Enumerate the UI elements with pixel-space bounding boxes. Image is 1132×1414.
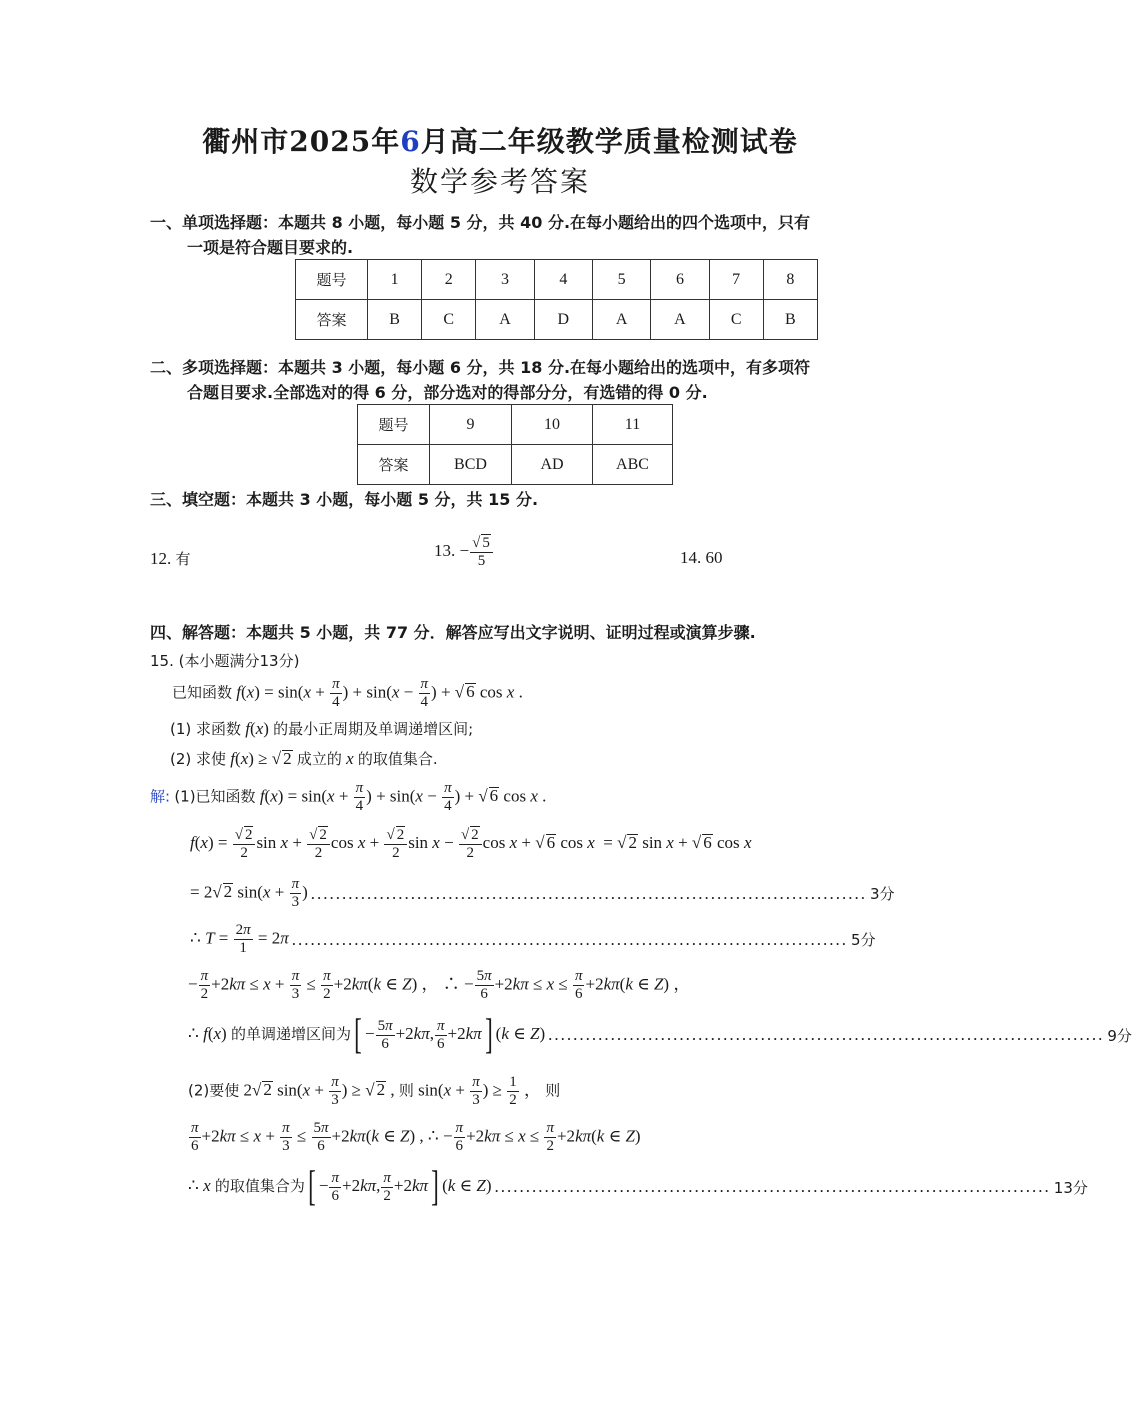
title-suffix: 月高二年级教学质量检测试卷 [420, 125, 798, 158]
section2-question-row [358, 405, 673, 445]
s1-q6: 6 [651, 260, 709, 300]
s1-q5: 5 [592, 260, 650, 300]
solution-step-3: = 2√ 2 sin(x + $\frac{\pi}{3}$ ) ......................................................................................... 3分 [190, 876, 895, 910]
q15-heading: 15. (本小题满分13分) [150, 652, 300, 670]
solution-expansion: f(x) = $\frac{√ 2}{2}$ sin x + $\frac{√ 2}{2}$ cos x + $\frac{√ 2}{2}$ sin x − $\frac{√ 2}{2}$ cos x + √ 6 cos x = √ 2 sin x + √ 6 cos x [190, 827, 752, 861]
given-prefix: 已知函数 [172, 683, 233, 702]
solution-step-9: ∴ f(x) 的单调递增区间为[ − $\frac{5\pi}{6}$ +2kπ, $\frac{\pi}{6}$ +2kπ] (k ∈ Z) ......................................................................................... 9分 [188, 1012, 1132, 1058]
section3-heading: 三、填空题：本题共 3 小题，每小题 5 分，共 15 分. [150, 490, 539, 509]
page-subtitle: 数学参考答案 [409, 165, 590, 198]
section2-answer-row [358, 445, 673, 485]
q14-answer: 60 [705, 548, 723, 567]
solution-part2-inequality: $\frac{\pi}{6}$ +2kπ ≤ x + $\frac{\pi}{3}$ ≤ $\frac{5\pi}{6}$ +2kπ(k ∈ Z) , ∴ − $\frac{\pi}{6}$ +2kπ ≤ x ≤ $\frac{\pi}{2}$ +2kπ(k ∈ Z) [191, 1120, 641, 1154]
q12-number: 12. [150, 549, 172, 568]
solution-step-5: ∴ T = $\frac{2\pi}{1}$ = 2π ......................................................................................... 5分 [190, 922, 876, 956]
solution1-prefix: (1)已知函数 [174, 787, 256, 806]
s1-a3: A [476, 300, 534, 340]
title-prefix: 衢州市2025年 [202, 125, 401, 158]
part2-prefix: (2) 求使 [170, 750, 227, 768]
title-month: 6 [400, 125, 421, 158]
section2-q-label: 题号 [358, 405, 430, 445]
section2-heading-line2: 合题目要求.全部选对的得 6 分，部分选对的得部分分，有选错的得 0 分. [187, 383, 708, 402]
s1-q8: 8 [763, 260, 817, 300]
q13-denominator: 5 [477, 553, 486, 569]
section1-answer-table [295, 259, 818, 340]
s2-q9: 9 [430, 405, 512, 445]
score-5: 5分 [851, 931, 876, 949]
section1-q-label: 题号 [296, 260, 368, 300]
s1-q4: 4 [534, 260, 592, 300]
s2-q10: 10 [512, 405, 593, 445]
s2-a10: AD [512, 445, 593, 485]
s1-a6: A [651, 300, 709, 340]
solution-monotonic-inequality: − $\frac{\pi}{2}$ +2kπ ≤ x + $\frac{\pi}{3}$ ≤ $\frac{\pi}{2}$ +2kπ(k ∈ Z) ， ∴ − $\frac{5\pi}{6}$ +2kπ ≤ x ≤ $\frac{\pi}{6}$ +2kπ(k ∈ Z) ， [188, 968, 691, 1002]
s1-a1: B [368, 300, 422, 340]
part1-prefix: (1) 求函数 [170, 720, 242, 738]
s2-a11: ABC [593, 445, 673, 485]
score-3: 3分 [870, 885, 895, 903]
part2-tail: 成立的 [296, 750, 342, 768]
answer-12 [150, 548, 191, 569]
s1-a7: C [709, 300, 763, 340]
s1-q3: 3 [476, 260, 534, 300]
set-label: 的取值集合为 [214, 1176, 305, 1195]
s1-a2: C [422, 300, 476, 340]
then-label: 则 [545, 1081, 561, 1100]
solution-label: 解: [150, 787, 171, 806]
s1-q7: 7 [709, 260, 763, 300]
score-13: 13分 [1053, 1178, 1088, 1197]
q15-given: 已知函数 f(x) = sin(x + $\frac{\pi}{4}$ ) + sin(x − $\frac{\pi}{4}$ ) + √ 6 cos x . [172, 676, 523, 710]
s1-a4: D [534, 300, 592, 340]
section1-heading-line2: 一项是符合题目要求的. [187, 238, 354, 257]
section1-a-label: 答案 [296, 300, 368, 340]
s2-a9: BCD [430, 445, 512, 485]
section2-heading-line1: 二、多项选择题：本题共 3 小题，每小题 6 分，共 18 分.在每小题给出的选项中，有多项符 [150, 358, 811, 377]
part1-tail: 的最小正周期及单调递增区间; [273, 720, 474, 738]
solution-part2-condition: (2)要使 2√ 2 sin(x + $\frac{\pi}{3}$ ) ≥ √ 2 , 则 sin(x + $\frac{\pi}{3}$ ) ≥ $\frac{1}{2}$ ， 则 [188, 1074, 561, 1108]
solution-step-13: ∴ x 的取值集合为[ − $\frac{\pi}{6}$ +2kπ, $\frac{\pi}{2}$ +2kπ] (k ∈ Z) ......................................................................................... 13分 [188, 1164, 1088, 1210]
score-9: 9分 [1107, 1026, 1132, 1045]
page-title [0, 120, 1000, 160]
section4-heading: 四、解答题：本题共 5 小题，共 77 分．解答应写出文字说明、证明过程或演算步骤. [150, 623, 756, 642]
s1-q2: 2 [422, 260, 476, 300]
s2-q11: 11 [593, 405, 673, 445]
s1-a5: A [592, 300, 650, 340]
answer-14 [680, 548, 723, 568]
q15-part2: (2) 求使 f(x) ≥ √ 2 成立的 x 的取值集合. [170, 749, 438, 768]
section1-heading-line1: 一、单项选择题：本题共 8 小题，每小题 5 分，共 40 分.在每小题给出的四个选项中，只有 [150, 213, 811, 232]
answer-13: 13. − $\frac{√ 5}{5}$ [434, 534, 494, 570]
solution2-prefix: (2)要使 [188, 1081, 240, 1100]
s1-a8: B [763, 300, 817, 340]
solution-line1: 解: (1)已知函数 f(x) = sin(x + $\frac{\pi}{4}$ ) + sin(x − $\frac{\pi}{4}$ ) + √ 6 cos x . [150, 780, 547, 814]
section1-answer-row [296, 300, 818, 340]
q13-number: 13. [434, 540, 456, 560]
q13-numerator: 5 [482, 535, 490, 551]
q15-part1: (1) 求函数 f(x) 的最小正周期及单调递增区间; [170, 719, 474, 738]
q12-answer: 有 [175, 550, 191, 568]
section1-question-row [296, 260, 818, 300]
part2-end: 的取值集合. [357, 750, 438, 768]
monotonic-label: 的单调递增区间为 [230, 1024, 351, 1043]
q14-number: 14. [680, 548, 702, 567]
q13-fraction: $\frac{√ 5}{5}$ [470, 534, 493, 570]
section2-a-label: 答案 [358, 445, 430, 485]
s1-q1: 1 [368, 260, 422, 300]
section2-answer-table [357, 404, 673, 485]
